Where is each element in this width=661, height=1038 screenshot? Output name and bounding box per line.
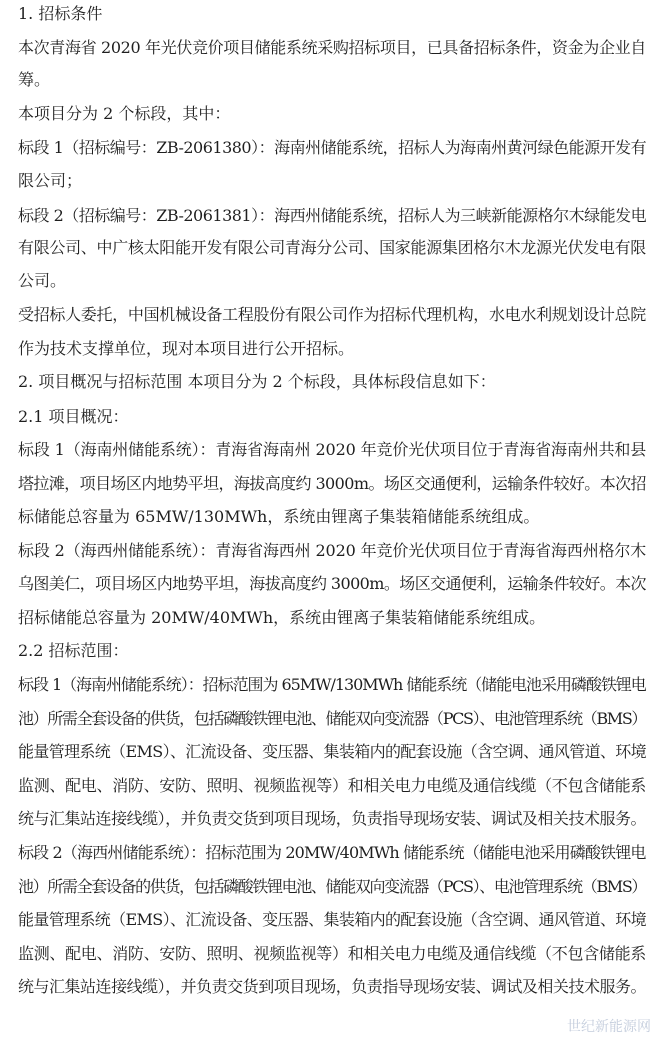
text-line: 统与汇集站连接线缆），并负责交货到项目现场，负责指导现场安装、调试及相关技术服务。: [18, 809, 646, 828]
text-line: 塔拉滩，项目场区内地势平坦，海拔高度约 3000m。场区交通便利，运输条件较好。本次招: [18, 474, 646, 493]
text-line: 能量管理系统（EMS）、汇流设备、变压器、集装箱内的配套设施（含空调、通风管道、环境: [18, 910, 646, 929]
text-line: 标段 1（招标编号：ZB-2061380）：海南州储能系统，招标人为海南州黄河绿色能源开发有: [18, 138, 646, 157]
text-line: 筹。: [18, 70, 51, 89]
text-line: 标段 1（海南州储能系统）：青海省海南州 2020 年竞价光伏项目位于青海省海南州共和县: [18, 440, 646, 459]
text-line: 乌图美仁，项目场区内地势平坦，海拔高度约 3000m。场区交通便利，运输条件较好。本次: [18, 574, 646, 593]
text-line: 标段 2（招标编号：ZB-2061381）：海西州储能系统，招标人为三峡新能源格尔木绿能发电: [18, 206, 646, 225]
section-heading-1: 1. 招标条件: [18, 4, 103, 23]
text-line: 标段 2（海西州储能系统）：招标范围为 20MW/40MWh 储能系统（储能电池采用磷酸铁锂电: [18, 843, 646, 862]
text-line: 作为技术支撑单位，现对本项目进行公开招标。: [18, 339, 355, 358]
text-line: 限公司；: [18, 171, 83, 190]
text-line: 有限公司、中广核太阳能开发有限公司青海分公司、国家能源集团格尔木龙源光伏发电有限: [18, 238, 646, 257]
text-line: 监测、配电、消防、安防、照明、视频监视等）和相关电力电缆及通信线缆（不包含储能系: [18, 944, 646, 963]
text-line: 池）所需全套设备的供货，包括磷酸铁锂电池、储能双向变流器（PCS）、电池管理系统（BMS）: [18, 709, 646, 728]
text-line: 能量管理系统（EMS）、汇流设备、变压器、集装箱内的配套设施（含空调、通风管道、环境: [18, 742, 646, 761]
watermark-logo: 世纪新能源网: [567, 1019, 651, 1035]
text-line: 标段 1（海南州储能系统）：招标范围为 65MW/130MWh 储能系统（储能电池采用磷酸铁锂电: [18, 675, 646, 694]
text-line: 本项目分为 2 个标段，其中：: [18, 104, 231, 123]
subsection-heading-2-2: 2.2 招标范围：: [18, 641, 129, 660]
text-line: 本次青海省 2020 年光伏竞价项目储能系统采购招标项目，已具备招标条件，资金为企业自: [18, 38, 646, 57]
section-heading-2: 2. 项目概况与招标范围 本项目分为 2 个标段，具体标段信息如下：: [18, 372, 496, 391]
text-line: 标段 2（海西州储能系统）：青海省海西州 2020 年竞价光伏项目位于青海省海西州格尔木: [18, 541, 646, 560]
text-line: 池）所需全套设备的供货，包括磷酸铁锂电池、储能双向变流器（PCS）、电池管理系统（BMS）: [18, 877, 646, 896]
text-line: 统与汇集站连接线缆），并负责交货到项目现场，负责指导现场安装、调试及相关技术服务。: [18, 977, 646, 996]
text-line: 标储能总容量为 65MW/130MWh，系统由锂离子集装箱储能系统组成。: [18, 507, 540, 526]
text-line: 监测、配电、消防、安防、照明、视频监视等）和相关电力电缆及通信线缆（不包含储能系: [18, 776, 646, 795]
text-line: 招标储能总容量为 20MW/40MWh，系统由锂离子集装箱储能系统组成。: [18, 608, 546, 627]
text-line: 受招标人委托，中国机械设备工程股份有限公司作为招标代理机构，水电水利规划设计总院: [18, 305, 646, 324]
text-line: 公司。: [18, 271, 67, 290]
subsection-heading-2-1: 2.1 项目概况：: [18, 407, 129, 426]
